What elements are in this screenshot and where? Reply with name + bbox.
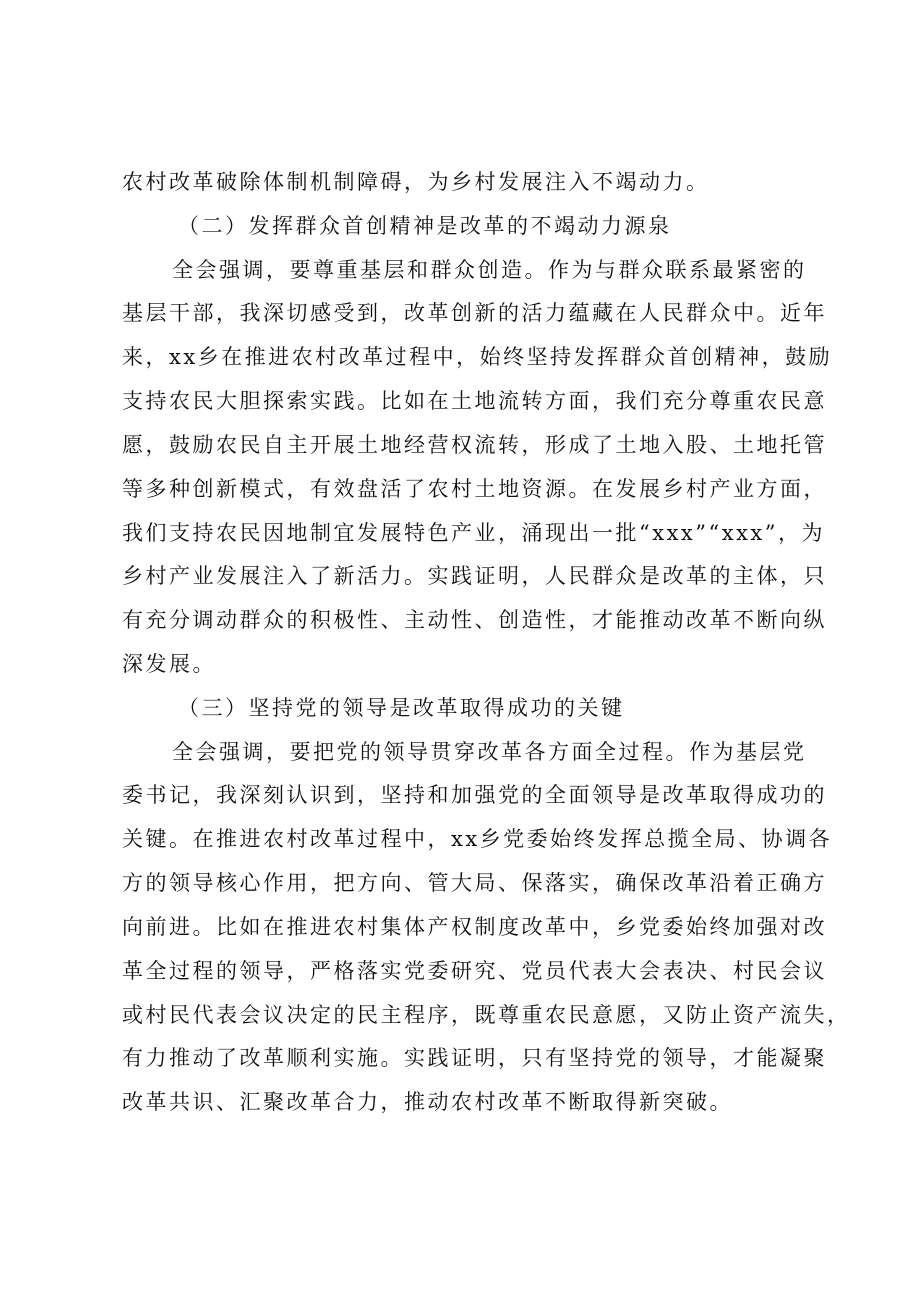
paragraph-line: 关键。在推进农村改革过程中，xx乡党委始终发挥总揽全局、协调各 [122, 827, 833, 851]
paragraph-line: 乡村产业发展注入了新活力。实践证明，人民群众是改革的主体，只 [122, 564, 827, 588]
paragraph-line: 或村民代表会议决定的民主程序，既尊重农民意愿，又防止资产流失， [122, 1003, 851, 1027]
paragraph-line: 愿，鼓励农民自主开展土地经营权流转，形成了土地入股、土地托管 [122, 433, 827, 457]
paragraph-line: 等多种创新模式，有效盘活了农村土地资源。在发展乡村产业方面， [122, 477, 827, 501]
paragraph-line: 深发展。 [122, 652, 216, 676]
paragraph-line: 革全过程的领导，严格落实党委研究、党员代表大会表决、村民会议 [122, 959, 827, 983]
paragraph-line: 全会强调，要把党的领导贯穿改革各方面全过程。作为基层党 [172, 740, 807, 764]
section-heading-3: （三）坚持党的领导是改革取得成功的关键 [178, 696, 625, 720]
paragraph-line: 委书记，我深刻认识到，坚持和加强党的全面领导是改革取得成功的 [122, 783, 827, 807]
paragraph-line: 有力推动了改革顺利实施。实践证明，只有坚持党的领导，才能凝聚 [122, 1046, 827, 1070]
paragraph-line: 方的领导核心作用，把方向、管大局、保落实，确保改革沿着正确方 [122, 871, 827, 895]
paragraph-line: 支持农民大胆探索实践。比如在土地流转方面，我们充分尊重农民意 [122, 389, 827, 413]
paragraph-line: 农村改革破除体制机制障碍，为乡村发展注入不竭动力。 [122, 170, 710, 194]
paragraph-line: 我们支持农民因地制宜发展特色产业，涌现出一批“xxx”“xxx”，为 [122, 521, 826, 545]
paragraph-line: 有充分调动群众的积极性、主动性、创造性，才能推动改革不断向纵 [122, 608, 827, 632]
paragraph-line: 来，xx乡在推进农村改革过程中，始终坚持发挥群众首创精神，鼓励 [122, 345, 833, 369]
paragraph-line: 改革共识、汇聚改革合力，推动农村改革不断取得新突破。 [122, 1090, 733, 1114]
paragraph-line: 向前进。比如在推进农村集体产权制度改革中，乡党委始终加强对改 [122, 915, 827, 939]
paragraph-line: 基层干部，我深切感受到，改革创新的活力蕴藏在人民群众中。近年 [122, 301, 827, 325]
section-heading-2: （二）发挥群众首创精神是改革的不竭动力源泉 [178, 214, 672, 238]
paragraph-line: 全会强调，要尊重基层和群众创造。作为与群众联系最紧密的 [172, 258, 807, 282]
